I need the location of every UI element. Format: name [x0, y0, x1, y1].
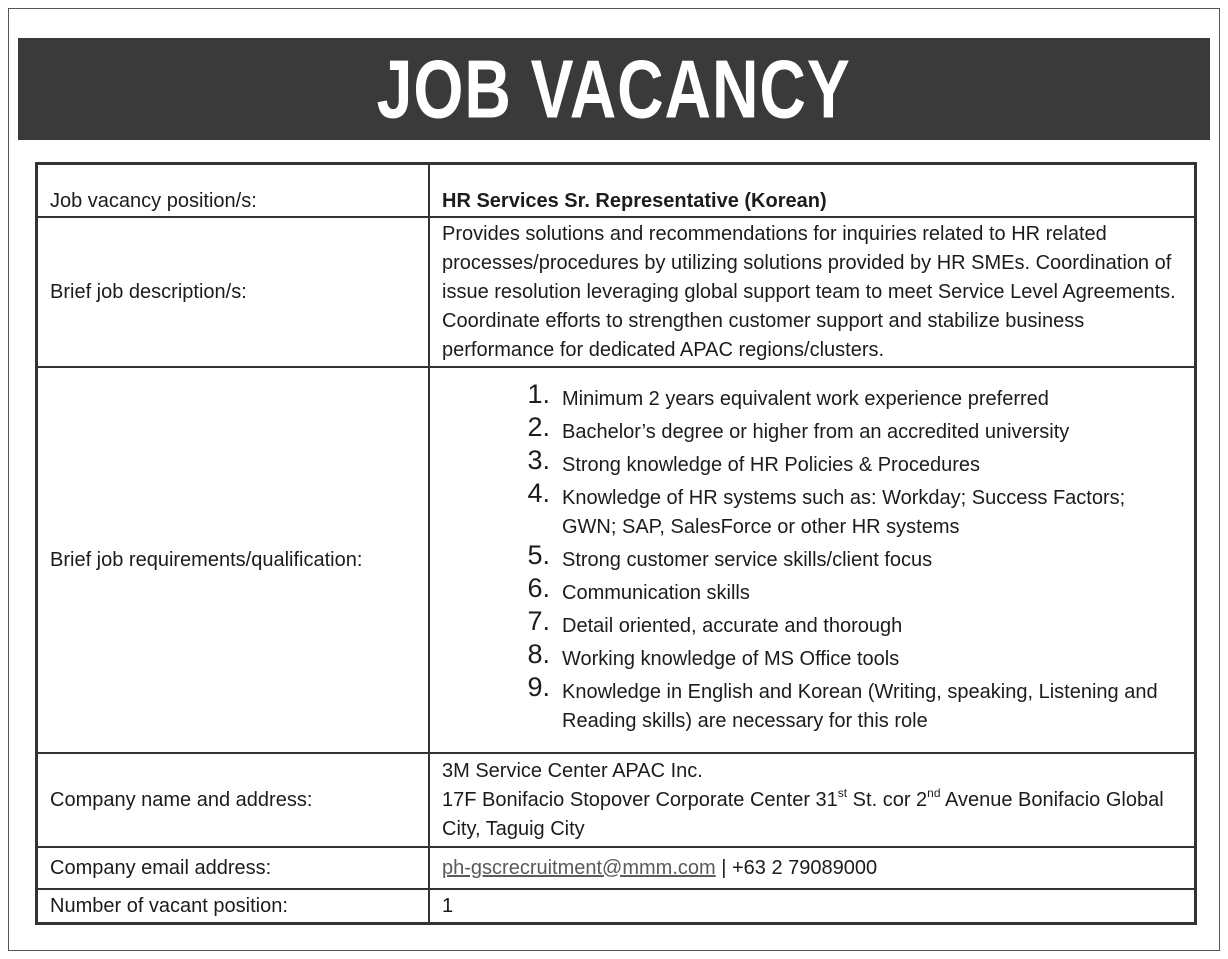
list-item-text: Detail oriented, accurate and thorough [562, 614, 903, 637]
description-label: Brief job description/s: [37, 217, 430, 367]
vacant-value: 1 [429, 889, 1196, 924]
position-value: HR Services Sr. Representative (Korean) [429, 164, 1196, 218]
company-name: 3M Service Center APAC Inc. [442, 759, 703, 782]
page-title: JOB VACANCY [376, 42, 852, 136]
table-row-position [37, 164, 1196, 218]
address-part: 17F Bonifacio Stopover Corporate Center 31 [442, 788, 838, 811]
list-item [514, 539, 1184, 575]
list-item-text: Knowledge in English and Korean (Writing, speaking, Listening and Reading skills) are necessary for this role [562, 680, 1158, 732]
ordinal-suffix: nd [927, 785, 941, 800]
requirements-cell [429, 367, 1196, 753]
list-item-text: Working knowledge of MS Office tools [562, 647, 900, 670]
list-item-number: 9. [527, 671, 550, 702]
table-row-requirements [37, 367, 1196, 753]
list-item-number: 3. [527, 444, 550, 475]
company-address [442, 786, 1184, 844]
description-value: Provides solutions and recommendations for inquiries related to HR related processes/procedures by utilizing solutions provided by HR SMEs. Coordination of issue resolution leveraging global support team to meet Service Level Agreements. Coordinate efforts to strengthen customer support and stabilize business performance for dedicated APAC regions/clusters. [429, 217, 1196, 367]
contact-separator: | [715, 856, 732, 879]
list-item [514, 477, 1184, 542]
list-item-number: 1. [527, 378, 550, 409]
requirements-label: Brief job requirements/qualification: [37, 367, 430, 753]
table-row-email [37, 847, 1196, 889]
list-item-text: Knowledge of HR systems such as: Workday; Success Factors; GWN; SAP, SalesForce or other HR systems [562, 486, 1126, 538]
email-label: Company email address: [37, 847, 430, 889]
vacancy-table [35, 162, 1197, 925]
list-item-text: Communication skills [562, 581, 750, 604]
list-item [514, 378, 1184, 414]
list-item [514, 638, 1184, 674]
list-item-text: Bachelor’s degree or higher from an accredited university [562, 420, 1070, 443]
list-item [514, 671, 1184, 736]
header-banner [18, 38, 1210, 140]
company-label: Company name and address: [37, 753, 430, 847]
table-row-vacant [37, 889, 1196, 924]
list-item-number: 7. [527, 605, 550, 636]
list-item-number: 2. [527, 411, 550, 442]
list-item [514, 444, 1184, 480]
phone-number: +63 2 79089000 [732, 856, 878, 879]
table-row-company [37, 753, 1196, 847]
email-link[interactable]: ph-gscrecruitment@mmm.com [442, 856, 716, 879]
email-cell [429, 847, 1196, 889]
ordinal-suffix: st [837, 785, 848, 800]
requirements-list [442, 378, 1184, 736]
list-item [514, 572, 1184, 608]
position-label: Job vacancy position/s: [37, 164, 430, 218]
list-item-text: Strong knowledge of HR Policies & Procedures [562, 453, 980, 476]
list-item [514, 605, 1184, 641]
address-part: St. cor 2 [847, 788, 928, 811]
vacant-label: Number of vacant position: [37, 889, 430, 924]
list-item-text: Strong customer service skills/client focus [562, 548, 933, 571]
list-item-number: 6. [527, 572, 550, 603]
address-part: Avenue Bonifacio Global City, Taguig City [442, 788, 1164, 840]
list-item-number: 5. [527, 539, 550, 570]
list-item-number: 4. [527, 477, 550, 508]
list-item [514, 411, 1184, 447]
table-row-description [37, 217, 1196, 367]
list-item-number: 8. [527, 638, 550, 669]
list-item-text: Minimum 2 years equivalent work experience preferred [562, 387, 1049, 410]
company-cell [429, 753, 1196, 847]
